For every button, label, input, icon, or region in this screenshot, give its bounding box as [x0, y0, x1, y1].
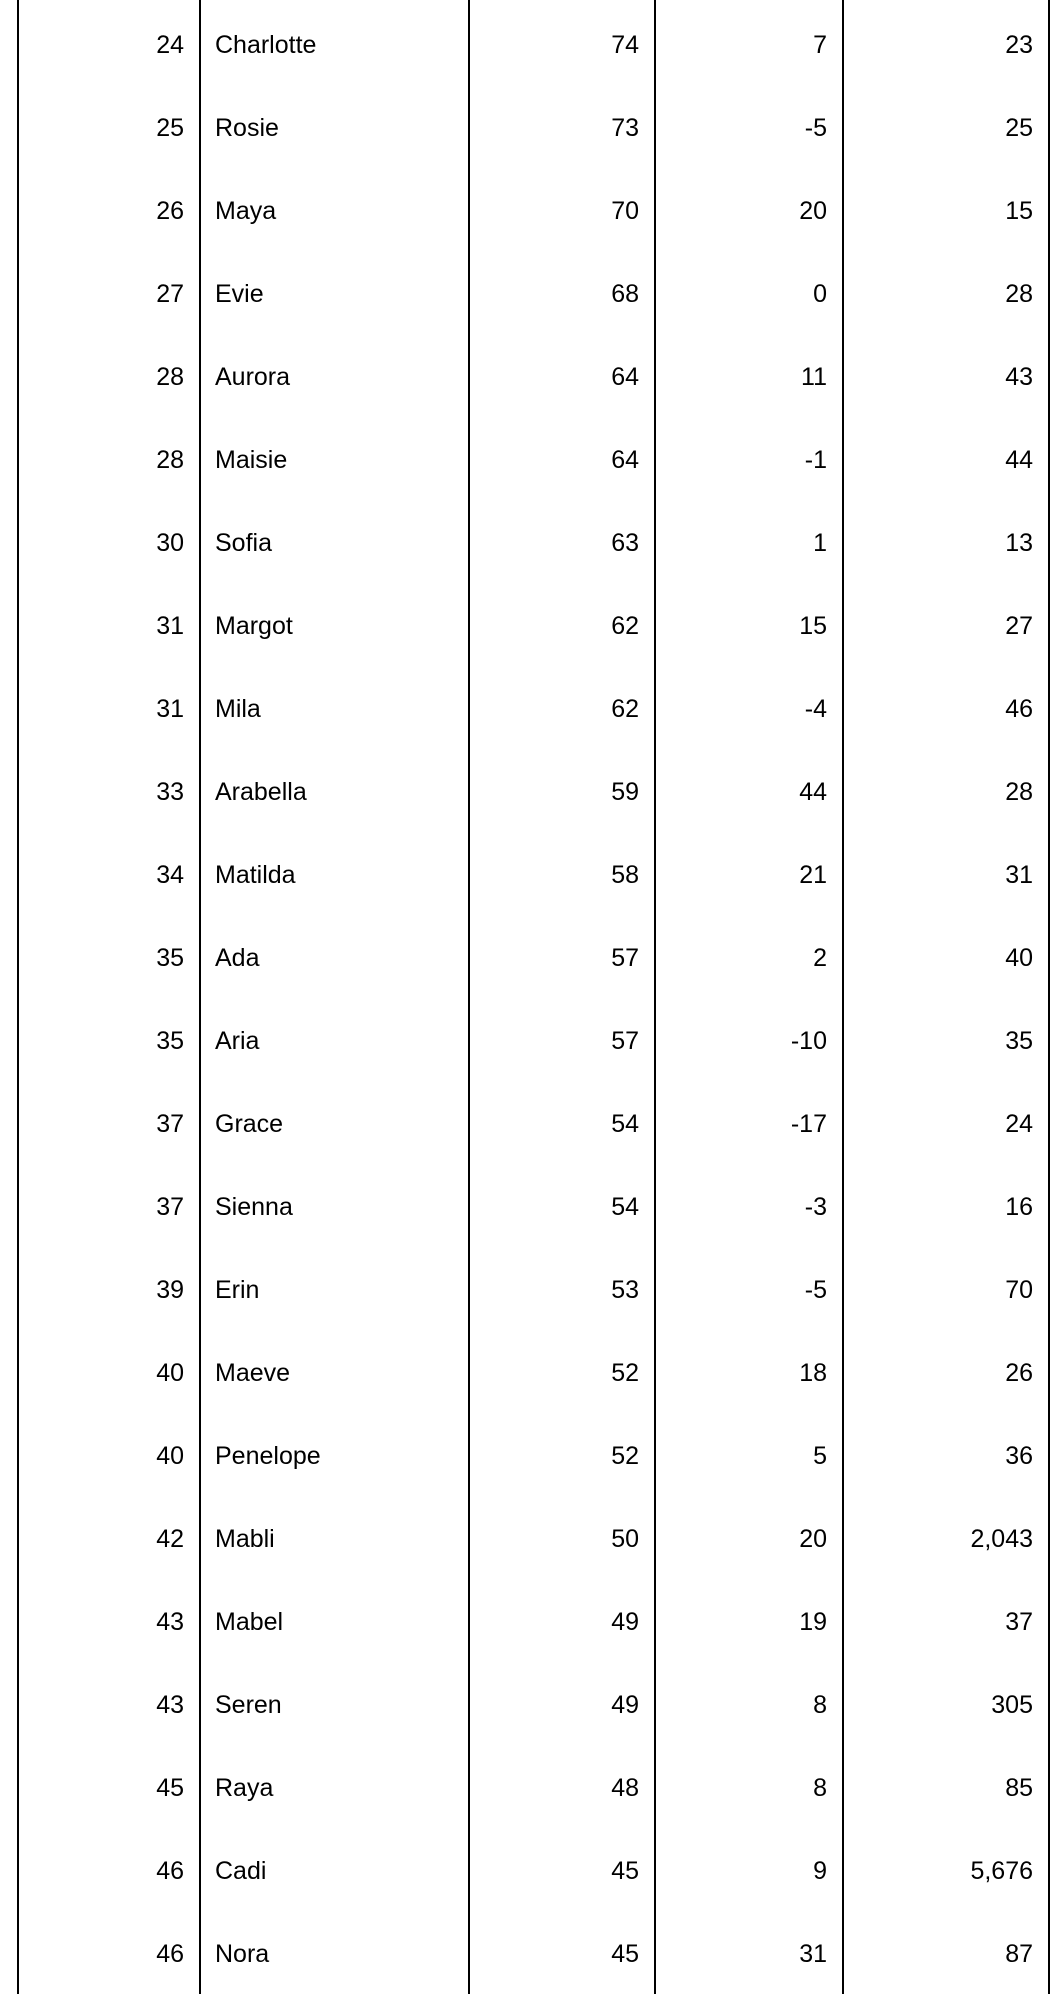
- previous-rank-cell: 85: [1005, 1774, 1033, 1802]
- name-cell: Grace: [215, 1110, 284, 1138]
- name-cell: Seren: [215, 1691, 282, 1719]
- count-cell: 59: [611, 778, 639, 806]
- change-cell: -3: [804, 1193, 827, 1221]
- change-cell: 20: [799, 1525, 827, 1553]
- table-row: [0, 1411, 1062, 1494]
- rank-cell: 46: [156, 1857, 184, 1885]
- rank-cell: 40: [156, 1442, 184, 1470]
- name-cell: Nora: [215, 1940, 270, 1968]
- name-cell: Ada: [215, 944, 260, 972]
- change-cell: 18: [799, 1359, 827, 1387]
- previous-rank-cell: 13: [1005, 529, 1033, 557]
- change-cell: -1: [804, 446, 827, 474]
- previous-rank-cell: 15: [1005, 197, 1033, 225]
- table-row: [0, 498, 1062, 581]
- change-cell: -4: [804, 695, 827, 723]
- name-cell: Maeve: [215, 1359, 291, 1387]
- count-cell: 54: [611, 1110, 639, 1138]
- table-row: [0, 332, 1062, 415]
- count-cell: 62: [611, 695, 639, 723]
- rank-cell: 35: [156, 944, 184, 972]
- table-row: [0, 1743, 1062, 1826]
- rank-cell: 42: [156, 1525, 184, 1553]
- rank-cell: 45: [156, 1774, 184, 1802]
- name-cell: Sienna: [215, 1193, 293, 1221]
- change-cell: 15: [799, 612, 827, 640]
- previous-rank-cell: 36: [1005, 1442, 1033, 1470]
- previous-rank-cell: 26: [1005, 1359, 1033, 1387]
- count-cell: 52: [611, 1359, 639, 1387]
- rank-cell: 27: [156, 280, 184, 308]
- change-cell: 20: [799, 197, 827, 225]
- change-cell: 21: [799, 861, 827, 889]
- name-cell: Erin: [215, 1276, 260, 1304]
- rank-cell: 28: [156, 363, 184, 391]
- rank-cell: 43: [156, 1691, 184, 1719]
- table-row: [0, 664, 1062, 747]
- table-row: [0, 581, 1062, 664]
- count-cell: 50: [611, 1525, 639, 1553]
- change-cell: 2: [813, 944, 827, 972]
- previous-rank-cell: 70: [1005, 1276, 1033, 1304]
- count-cell: 53: [611, 1276, 639, 1304]
- name-cell: Penelope: [215, 1442, 321, 1470]
- count-cell: 64: [611, 363, 639, 391]
- count-cell: 45: [611, 1857, 639, 1885]
- name-cell: Evie: [215, 280, 264, 308]
- change-cell: 44: [799, 778, 827, 806]
- change-cell: 5: [813, 1442, 827, 1470]
- previous-rank-cell: 24: [1005, 1110, 1033, 1138]
- change-cell: 8: [813, 1774, 827, 1802]
- previous-rank-cell: 40: [1005, 944, 1033, 972]
- table-row: [0, 1909, 1062, 1992]
- name-cell: Cadi: [215, 1857, 267, 1885]
- table-row: [0, 1826, 1062, 1909]
- count-cell: 64: [611, 446, 639, 474]
- table-row: [0, 1245, 1062, 1328]
- previous-rank-cell: 28: [1005, 280, 1033, 308]
- count-cell: 70: [611, 197, 639, 225]
- table-row: [0, 166, 1062, 249]
- table-row: [0, 83, 1062, 166]
- previous-rank-cell: 35: [1005, 1027, 1033, 1055]
- rank-cell: 37: [156, 1193, 184, 1221]
- previous-rank-cell: 16: [1005, 1193, 1033, 1221]
- previous-rank-cell: 28: [1005, 778, 1033, 806]
- rank-cell: 33: [156, 778, 184, 806]
- name-cell: Aurora: [215, 363, 291, 391]
- rank-cell: 28: [156, 446, 184, 474]
- count-cell: 49: [611, 1691, 639, 1719]
- rank-cell: 46: [156, 1940, 184, 1968]
- name-cell: Mabli: [215, 1525, 275, 1553]
- rank-cell: 31: [156, 612, 184, 640]
- count-cell: 45: [611, 1940, 639, 1968]
- change-cell: 0: [813, 280, 827, 308]
- name-cell: Charlotte: [215, 31, 317, 59]
- name-cell: Mila: [215, 695, 261, 723]
- table-row: [0, 415, 1062, 498]
- rank-cell: 40: [156, 1359, 184, 1387]
- name-cell: Mabel: [215, 1608, 284, 1636]
- count-cell: 58: [611, 861, 639, 889]
- count-cell: 48: [611, 1774, 639, 1802]
- count-cell: 62: [611, 612, 639, 640]
- count-cell: 49: [611, 1608, 639, 1636]
- table-row: [0, 249, 1062, 332]
- name-cell: Aria: [215, 1027, 260, 1055]
- table-row: [0, 913, 1062, 996]
- name-cell: Arabella: [215, 778, 307, 806]
- previous-rank-cell: 37: [1005, 1608, 1033, 1636]
- previous-rank-cell: 46: [1005, 695, 1033, 723]
- previous-rank-cell: 27: [1005, 612, 1033, 640]
- change-cell: 31: [799, 1940, 827, 1968]
- name-cell: Margot: [215, 612, 293, 640]
- change-cell: -5: [804, 114, 827, 142]
- previous-rank-cell: 31: [1005, 861, 1033, 889]
- previous-rank-cell: 5,676: [970, 1857, 1033, 1885]
- table-row: [0, 830, 1062, 913]
- previous-rank-cell: 2,043: [970, 1525, 1033, 1553]
- count-cell: 57: [611, 1027, 639, 1055]
- rank-cell: 26: [156, 197, 184, 225]
- name-cell: Maisie: [215, 446, 288, 474]
- name-cell: Matilda: [215, 861, 296, 889]
- previous-rank-cell: 87: [1005, 1940, 1033, 1968]
- rank-cell: 37: [156, 1110, 184, 1138]
- table-row: [0, 0, 1062, 83]
- change-cell: 9: [813, 1857, 827, 1885]
- previous-rank-cell: 23: [1005, 31, 1033, 59]
- count-cell: 52: [611, 1442, 639, 1470]
- rank-cell: 39: [156, 1276, 184, 1304]
- rank-cell: 35: [156, 1027, 184, 1055]
- change-cell: 11: [801, 363, 827, 391]
- table-row: [0, 1577, 1062, 1660]
- name-cell: Raya: [215, 1774, 274, 1802]
- previous-rank-cell: 43: [1005, 363, 1033, 391]
- rank-cell: 34: [156, 861, 184, 889]
- previous-rank-cell: 305: [991, 1691, 1033, 1719]
- count-cell: 63: [611, 529, 639, 557]
- table-row: [0, 1328, 1062, 1411]
- table-row: [0, 1162, 1062, 1245]
- previous-rank-cell: 44: [1005, 446, 1033, 474]
- change-cell: -10: [790, 1027, 827, 1055]
- change-cell: -17: [790, 1110, 827, 1138]
- count-cell: 73: [611, 114, 639, 142]
- table-row: [0, 996, 1062, 1079]
- count-cell: 57: [611, 944, 639, 972]
- rank-cell: 25: [156, 114, 184, 142]
- rank-cell: 43: [156, 1608, 184, 1636]
- count-cell: 74: [611, 31, 639, 59]
- rank-cell: 30: [156, 529, 184, 557]
- table-row: [0, 747, 1062, 830]
- table-row: [0, 1079, 1062, 1162]
- table-row: [0, 1494, 1062, 1577]
- table-row: [0, 1660, 1062, 1743]
- change-cell: 19: [799, 1608, 827, 1636]
- count-cell: 68: [611, 280, 639, 308]
- name-cell: Rosie: [215, 114, 279, 142]
- change-cell: 8: [813, 1691, 827, 1719]
- rank-cell: 31: [156, 695, 184, 723]
- count-cell: 54: [611, 1193, 639, 1221]
- previous-rank-cell: 25: [1005, 114, 1033, 142]
- name-cell: Sofia: [215, 529, 272, 557]
- name-cell: Maya: [215, 197, 277, 225]
- change-cell: -5: [804, 1276, 827, 1304]
- change-cell: 7: [813, 31, 827, 59]
- change-cell: 1: [813, 529, 827, 557]
- rank-cell: 24: [156, 31, 184, 59]
